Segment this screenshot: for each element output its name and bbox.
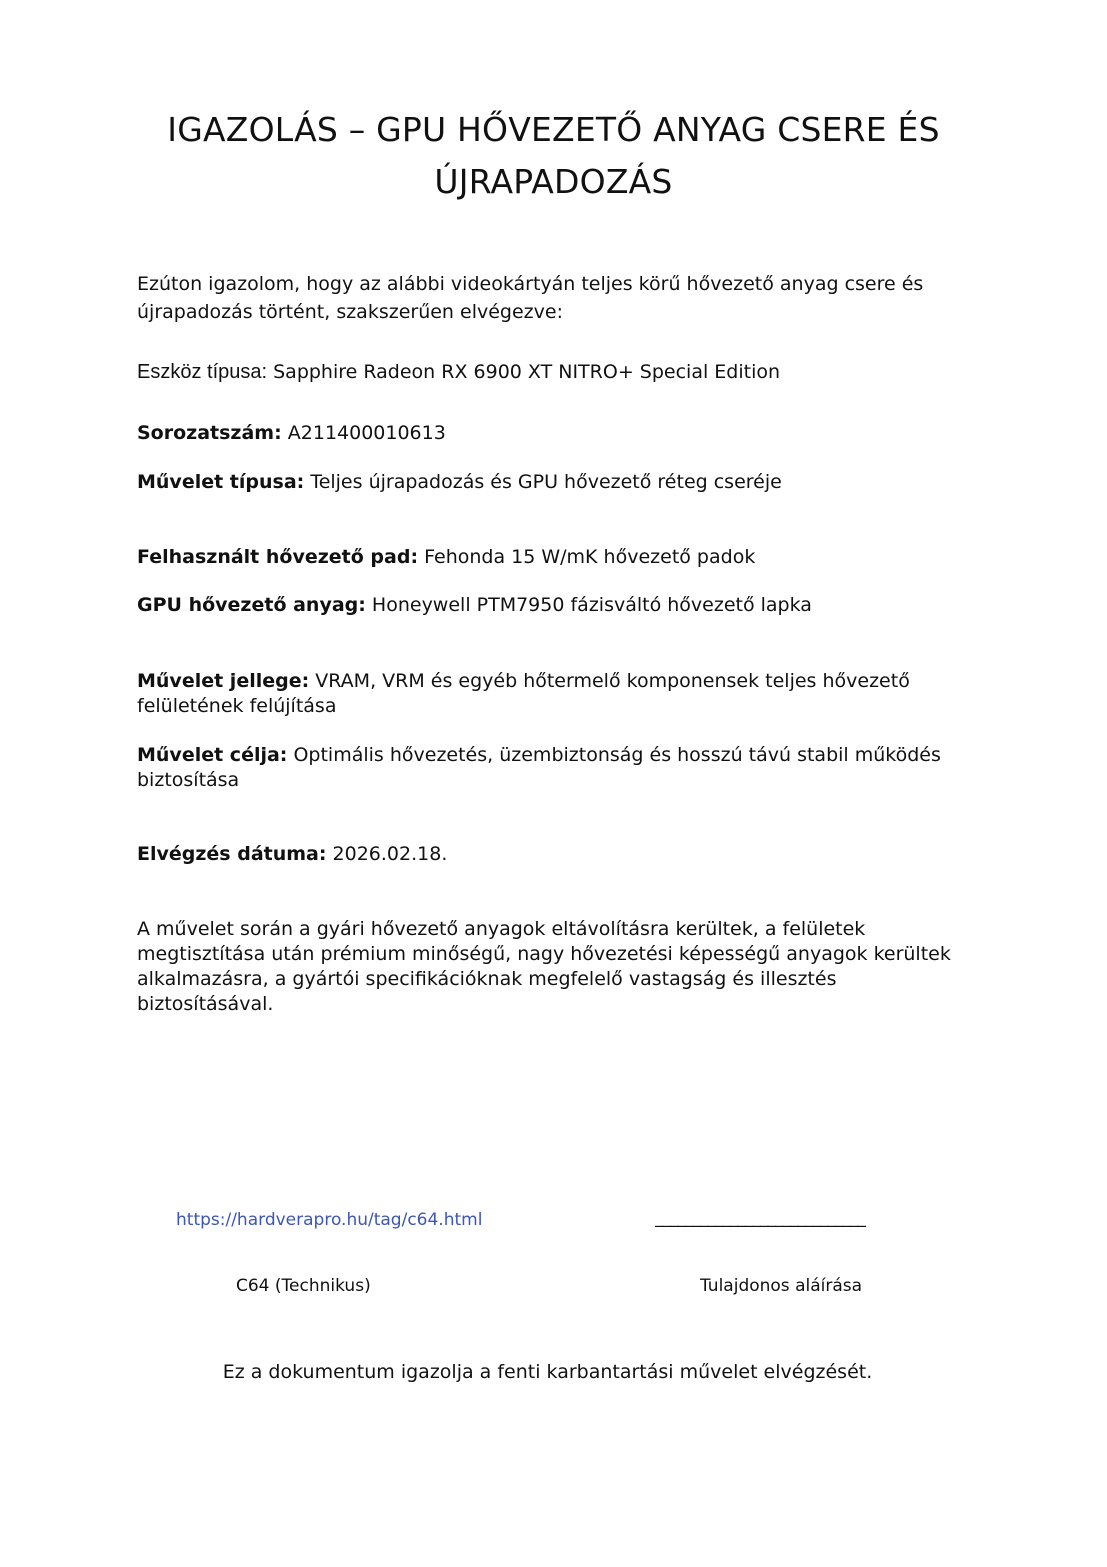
field-device bbox=[137, 360, 957, 385]
title-line-1: IGAZOLÁS – GPU HŐVEZETŐ ANYAG CSERE ÉS bbox=[167, 110, 940, 149]
technician-label: C64 (Technikus) bbox=[236, 1276, 371, 1296]
field-nature-value: VRAM, VRM és egyéb hőtermelő komponensek teljes hővezető felületének felújítása bbox=[137, 670, 910, 717]
field-goal-value: Optimális hővezetés, üzembiztonság és hosszú távú stabil működés biztosítása bbox=[137, 744, 941, 791]
field-goal-label: Művelet célja: bbox=[137, 744, 288, 766]
field-pad-value: Fehonda 15 W/mK hővezető padok bbox=[424, 546, 756, 568]
field-date-value: 2026.02.18. bbox=[332, 843, 448, 865]
technician-profile-link[interactable]: https://hardverapro.hu/tag/c64.html bbox=[176, 1210, 483, 1230]
owner-signature-label: Tulajdonos aláírása bbox=[700, 1276, 863, 1296]
field-operation-type-label: Művelet típusa: bbox=[137, 471, 305, 493]
field-gpu-material-label: GPU hővezető anyag: bbox=[137, 594, 366, 616]
field-nature bbox=[137, 669, 957, 719]
field-pad bbox=[137, 545, 957, 570]
footer-statement: Ez a dokumentum igazolja a fenti karbantartási művelet elvégzését. bbox=[222, 1361, 873, 1383]
title-line-2: ÚJRAPADOZÁS bbox=[434, 162, 673, 201]
owner-signature-line: ____________________________ bbox=[655, 1208, 865, 1228]
description-paragraph: A művelet során a gyári hővezető anyagok eltávolításra kerültek, a felületek megtisztítása után prémium minőségű, nagy hővezetési képességű anyagok kerültek alkalmazásra, a gyártói specifikációknak megfelelő vastagság és illesztés biztosításával. bbox=[137, 918, 951, 1015]
field-gpu-material-value: Honeywell PTM7950 fázisváltó hővezető lapka bbox=[371, 594, 812, 616]
field-goal bbox=[137, 743, 957, 793]
field-gpu-material bbox=[137, 593, 957, 618]
field-date-label: Elvégzés dátuma: bbox=[137, 843, 327, 865]
field-device-label: Eszköz típusa: bbox=[137, 361, 268, 383]
document-title bbox=[0, 104, 1107, 208]
field-serial-label: Sorozatszám: bbox=[137, 422, 282, 444]
field-pad-label: Felhasznált hővezető pad: bbox=[137, 546, 419, 568]
field-operation-type-value: Teljes újrapadozás és GPU hővezető réteg cseréje bbox=[310, 471, 782, 493]
field-serial-value: A211400010613 bbox=[287, 422, 446, 444]
field-nature-label: Művelet jellege: bbox=[137, 670, 310, 692]
field-operation-type bbox=[137, 470, 957, 495]
field-device-value: Sapphire Radeon RX 6900 XT NITRO+ Special Edition bbox=[273, 361, 781, 383]
intro-paragraph: Ezúton igazolom, hogy az alábbi videokártyán teljes körű hővezető anyag csere és újrapadozás történt, szakszerűen elvégezve: bbox=[137, 273, 924, 323]
field-serial bbox=[137, 421, 957, 446]
field-date bbox=[137, 842, 957, 867]
